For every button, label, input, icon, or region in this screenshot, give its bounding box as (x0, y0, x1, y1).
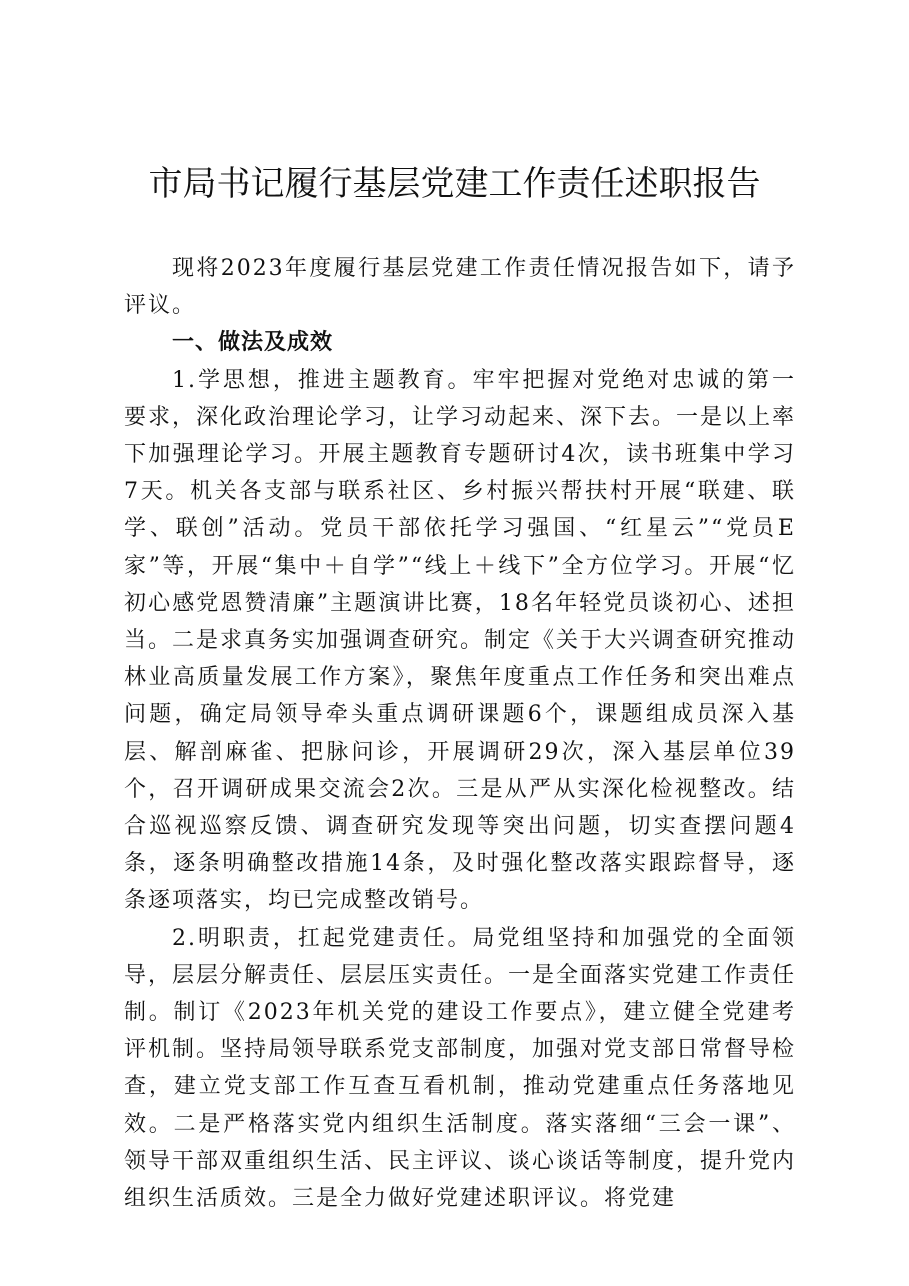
document-title: 市局书记履行基层党建工作责任述职报告 (148, 164, 761, 204)
body-paragraph-1: 1.学思想，推进主题教育。牢牢把握对党绝对忠诚的第一要求，深化政治理论学习，让学习动起来、深下去。一是以上率下加强理论学习。开展主题教育专题研讨4次，读书班集中学习7天。机关各支部与联系社区、乡村振兴帮扶村开展“联建、联学、联创”活动。党员干部依托学习强国、“红星云”“党员E家”等，开展“集中＋自学”“线上＋线下”全方位学习。开展“忆初心感党恩赞清廉”主题演讲比赛，18名年轻党员谈初心、述担当。二是求真务实加强调查研究。制定《关于大兴调查研究推动林业高质量发展工作方案》，聚焦年度重点工作任务和突出难点问题，确定局领导牵头重点调研课题6个，课题组成员深入基层、解剖麻雀、把脉问诊，开展调研29次，深入基层单位39个，召开调研成果交流会2次。三是从严从实深化检视整改。结合巡视巡察反馈、调查研究发现等突出问题，切实查摆问题4条，逐条明确整改措施14条，及时强化整改落实跟踪督导，逐条逐项落实，均已完成整改销号。 (124, 367, 797, 914)
document-body (124, 250, 796, 1217)
intro-paragraph: 现将2023年度履行基层党建工作责任情况报告如下，请予评议。 (124, 256, 796, 319)
section-heading: 一、做法及成效 (172, 330, 334, 356)
body-paragraph-2: 2.明职责，扛起党建责任。局党组坚持和加强党的全面领导，层层分解责任、层层压实责任。一是全面落实党建工作责任制。制订《2023年机关党的建设工作要点》，建立健全党建考评机制。坚持局领导联系党支部制度，加强对党支部日常督导检查，建立党支部工作互查互看机制，推动党建重点任务落地见效。二是严格落实党内组织生活制度。落实落细“三会一课”、领导干部双重组织生活、民主评议、谈心谈话等制度，提升党内组织生活质效。三是全力做好党建述职评议。将党建 (124, 925, 797, 1212)
